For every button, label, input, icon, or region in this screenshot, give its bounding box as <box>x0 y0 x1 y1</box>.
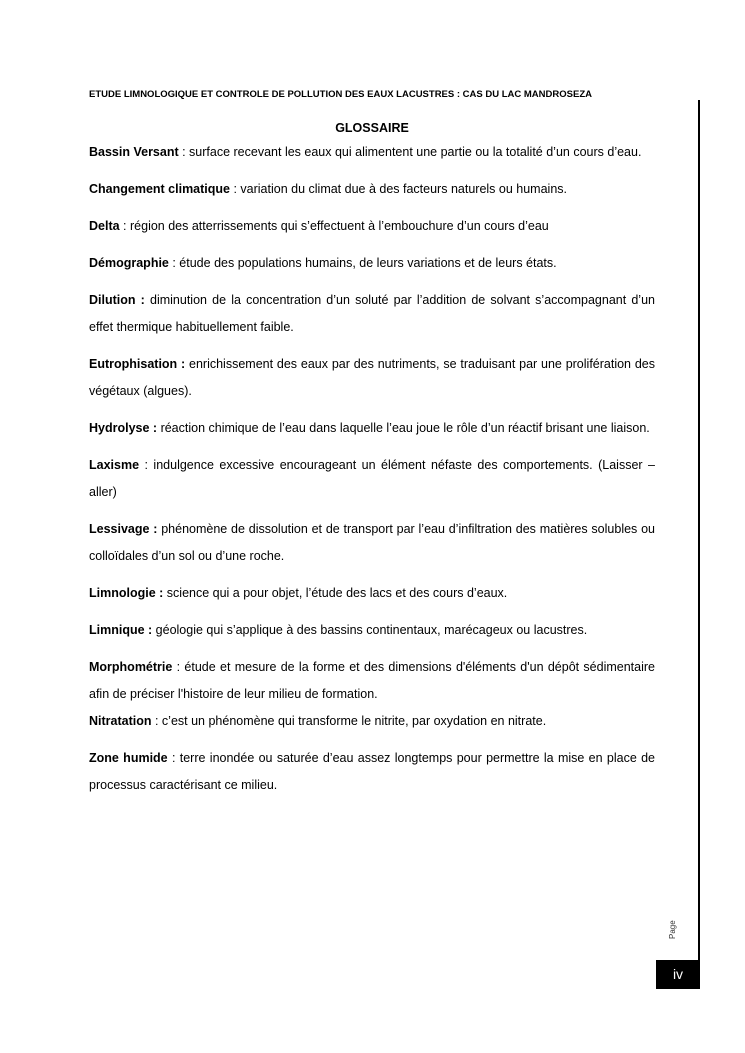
glossary-term: Eutrophisation : <box>89 357 186 371</box>
glossary-definition: : étude et mesure de la forme et des dimensions d'éléments d'un dépôt sédimentaire afin de préciser l'histoire de leur milieu de formation. <box>89 660 655 701</box>
page-label: Page <box>668 920 677 940</box>
glossary-term: Bassin Versant <box>89 145 179 159</box>
glossary-definition: géologie qui s’applique à des bassins continentaux, marécageux ou lacustres. <box>152 623 588 637</box>
glossary-term: Zone humide <box>89 751 168 765</box>
glossary-entry <box>89 213 655 240</box>
page-number: iv <box>656 960 700 989</box>
glossary-term: Nitratation <box>89 714 152 728</box>
glossary-definition: : terre inondée ou saturée d’eau assez longtemps pour permettre la mise en place de processus caractérisant ce milieu. <box>89 751 655 792</box>
glossary-definition: réaction chimique de l’eau dans laquelle l’eau joue le rôle d’un réactif brisant une liaison. <box>157 421 650 435</box>
glossary-definition: : région des atterrissements qui s’effectuent à l’embouchure d’un cours d’eau <box>119 219 549 233</box>
glossary-entry <box>89 415 655 442</box>
glossary-entry <box>89 139 655 166</box>
running-header: ETUDE LIMNOLOGIQUE ET CONTROLE DE POLLUTION DES EAUX LACUSTRES : CAS DU LAC MANDROSEZA <box>89 89 592 100</box>
glossary-term: Morphométrie <box>89 660 173 674</box>
glossary-term: Lessivage : <box>89 522 158 536</box>
glossary-entry <box>89 452 655 506</box>
glossary-entry <box>89 250 655 277</box>
glossary-definition: : indulgence excessive encourageant un élément néfaste des comportements. (Laisser – aller) <box>89 458 655 499</box>
glossary-entry <box>89 654 655 708</box>
glossary-term: Dilution : <box>89 293 145 307</box>
glossary-entry <box>89 745 655 799</box>
glossary-definition: science qui a pour objet, l’étude des lacs et des cours d’eaux. <box>163 586 508 600</box>
page-title: GLOSSAIRE <box>335 121 409 135</box>
glossary-term: Limnologie : <box>89 586 164 600</box>
glossary-entry <box>89 516 655 570</box>
glossary-term: Delta <box>89 219 120 233</box>
glossary-list <box>89 139 655 809</box>
glossary-term: Démographie <box>89 256 169 270</box>
glossary-term: Laxisme <box>89 458 140 472</box>
glossary-term: Limnique : <box>89 623 153 637</box>
glossary-definition: diminution de la concentration d’un soluté par l’addition de solvant s’accompagnant d’un effet thermique habituellement faible. <box>89 293 655 334</box>
page-margin-rule <box>698 100 700 962</box>
glossary-definition: enrichissement des eaux par des nutriments, se traduisant par une prolifération des végétaux (algues). <box>89 357 655 398</box>
glossary-entry <box>89 617 655 644</box>
glossary-term: Hydrolyse : <box>89 421 158 435</box>
glossary-definition: phénomène de dissolution et de transport par l’eau d’infiltration des matières solubles ou colloïdales d’un sol ou d’une roche. <box>89 522 655 563</box>
glossary-entry <box>89 176 655 203</box>
glossary-entry <box>89 708 655 735</box>
glossary-entry <box>89 351 655 405</box>
glossary-definition: : variation du climat due à des facteurs naturels ou humains. <box>230 182 567 196</box>
glossary-entry <box>89 287 655 341</box>
glossary-entry <box>89 580 655 607</box>
glossary-term: Changement climatique <box>89 182 230 196</box>
glossary-definition: : surface recevant les eaux qui alimentent une partie ou la totalité d’un cours d’eau. <box>178 145 642 159</box>
glossary-definition: : étude des populations humains, de leurs variations et de leurs états. <box>168 256 557 270</box>
glossary-definition: : c’est un phénomène qui transforme le nitrite, par oxydation en nitrate. <box>151 714 547 728</box>
